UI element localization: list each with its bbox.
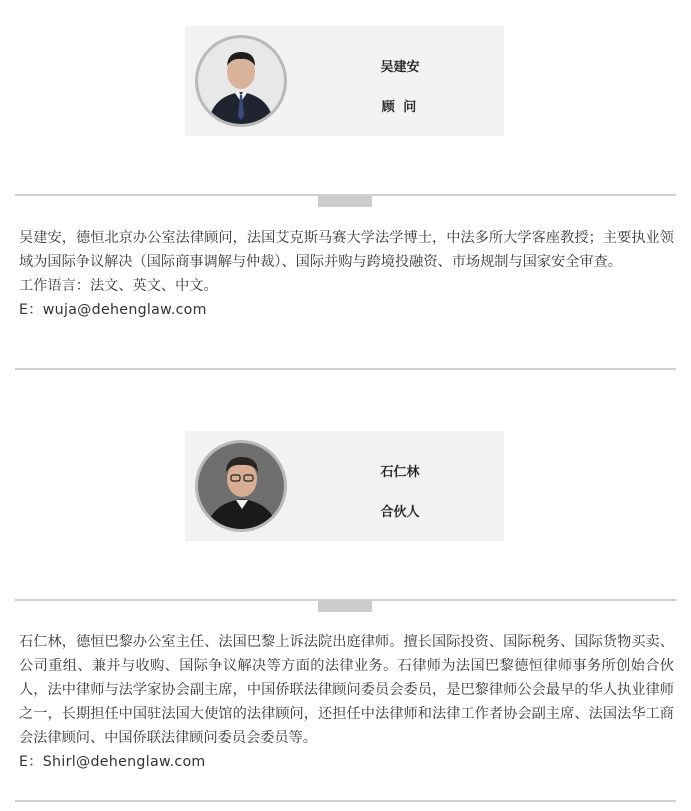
portrait-shi-image <box>198 443 284 529</box>
email-link-shi[interactable]: E：Shirl@dehenglaw.com <box>19 754 206 770</box>
profile-title: 顾 问 <box>381 100 419 115</box>
bio-paragraph: 吴建安，德恒北京办公室法律顾问，法国艾克斯马赛大学法学博士，中法多所大学客座教授；主要执业领域为国际争议解决（国际商事调解与仲裁）、国际并购与跨境投融资、市场规制与国家安全审查。 <box>19 230 674 270</box>
bio-paragraph: 石仁林，德恒巴黎办公室主任、法国巴黎上诉法院出庭律师。擅长国际投资、国际税务、国际货物买卖、公司重组、兼并与收购、国际争议解决等方面的法律业务。石律师为法国巴黎德恒律师事务所创始合伙人，法中律师与法学家协会副主席，中国侨联法律顾问委员会委员，是巴黎律师公会最早的华人执业律师之一，长期担任中国驻法国大使馆的法律顾问，还担任中法律师和法律工作者协会副主席、法国法华工商会法律顾问、中国侨联法律顾问委员会委员等。 <box>19 634 674 746</box>
profile-bio-shi <box>19 630 674 774</box>
profile-card-wu <box>185 26 504 136</box>
bio-paragraph: 工作语言：法文、英文、中文。 <box>19 278 218 294</box>
divider-tab <box>318 601 372 612</box>
avatar-shi-renlin <box>195 440 287 532</box>
profile-name: 石仁林 <box>380 465 420 480</box>
profile-name: 吴建安 <box>380 60 420 75</box>
section-divider <box>15 368 676 370</box>
portrait-wu-image <box>198 38 284 124</box>
profile-bio-wu <box>19 226 674 322</box>
profile-title: 合伙人 <box>380 505 420 520</box>
divider-tab <box>318 196 372 207</box>
avatar-wu-jianan <box>195 35 287 127</box>
email-link-wu[interactable]: E：wuja@dehenglaw.com <box>19 302 207 318</box>
section-divider <box>15 800 676 802</box>
profile-card-shi <box>185 431 504 541</box>
